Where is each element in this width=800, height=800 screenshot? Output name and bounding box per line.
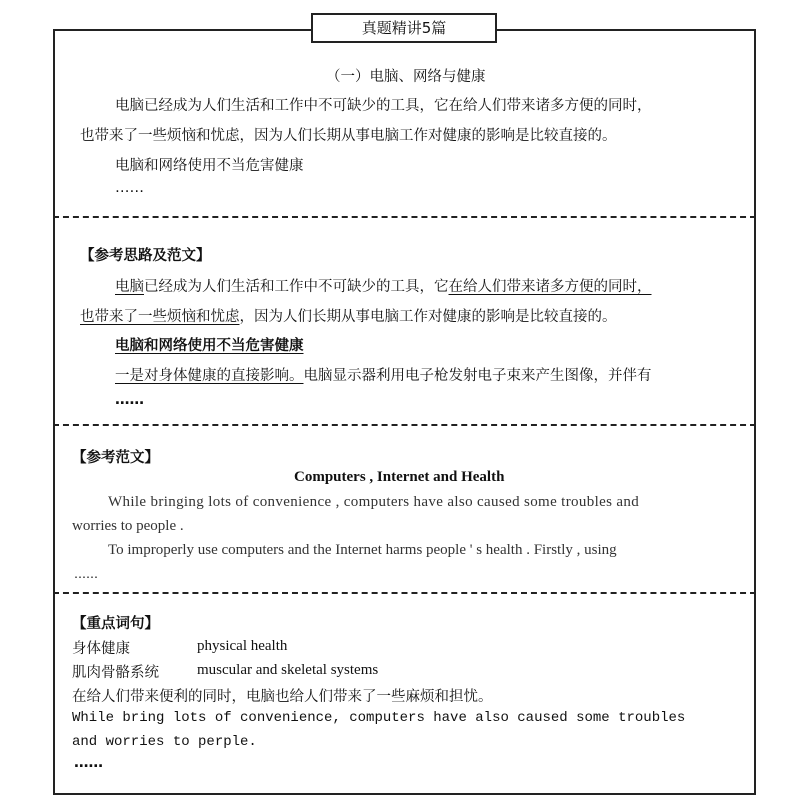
sentence-english-2: and worries to perple. — [72, 734, 257, 750]
section-subtitle: （一）电脑、网络与健康 — [326, 69, 486, 85]
section-heading: 【重点词句】 — [72, 616, 159, 632]
section-heading: 【参考范文】 — [72, 450, 159, 466]
essay-line-2: worries to people . — [72, 518, 184, 534]
section-heading: 【参考思路及范文】 — [80, 248, 211, 264]
ellipsis: …… — [74, 567, 98, 581]
underlined-text: 电脑 — [115, 279, 144, 295]
essay-line-3: To improperly use computers and the Internet harms people ' s health . Firstly , using — [108, 542, 617, 558]
ellipsis: …… — [115, 392, 144, 408]
outline-topic: 电脑和网络使用不当危害健康 — [115, 338, 304, 354]
sentence-chinese: 在给人们带来便利的同时，电脑也给人们带来了一些麻烦和担忧。 — [72, 689, 493, 705]
plain-text: 电脑显示器利用电子枪发射电子束来产生图像，并伴有 — [303, 368, 652, 384]
page-title: 真题精讲5篇 — [311, 13, 497, 43]
sentence-english-1: While bring lots of convenience, computers have also caused some troubles — [72, 710, 686, 726]
plain-text: ，因为人们长期从事电脑工作对健康的影响是比较直接的。 — [239, 309, 617, 325]
outline-line-4 — [115, 364, 652, 385]
essay-line-1: While bringing lots of convenience , computers have also caused some troubles and — [108, 494, 640, 510]
essay-title: Computers , Internet and Health — [294, 469, 505, 485]
term-chinese: 肌肉骨骼系统 — [72, 665, 159, 681]
underlined-text: 在给人们带来诸多方便的同时， — [448, 279, 652, 295]
section-divider — [53, 424, 756, 426]
outline-line-2 — [80, 305, 617, 326]
section-divider — [53, 592, 756, 594]
term-english: muscular and skeletal systems — [197, 662, 379, 678]
underlined-text: 一是对身体健康的直接影响。 — [115, 368, 304, 384]
term-english: physical health — [197, 638, 288, 654]
term-chinese: 身体健康 — [72, 641, 130, 657]
prompt-line-2: 也带来了一些烦恼和忧虑，因为人们长期从事电脑工作对健康的影响是比较直接的。 — [80, 128, 617, 144]
ellipsis: …… — [74, 755, 103, 771]
underlined-text: 也带来了一些烦恼和忧虑 — [80, 309, 240, 325]
ellipsis: …… — [115, 180, 144, 196]
outline-line-1 — [115, 275, 652, 296]
prompt-outline: 电脑和网络使用不当危害健康 — [115, 158, 304, 174]
section-divider — [53, 216, 756, 218]
prompt-line-1: 电脑已经成为人们生活和工作中不可缺少的工具，它在给人们带来诸多方便的同时， — [115, 98, 652, 114]
plain-text: 已经成为人们生活和工作中不可缺少的工具，它 — [144, 279, 449, 295]
